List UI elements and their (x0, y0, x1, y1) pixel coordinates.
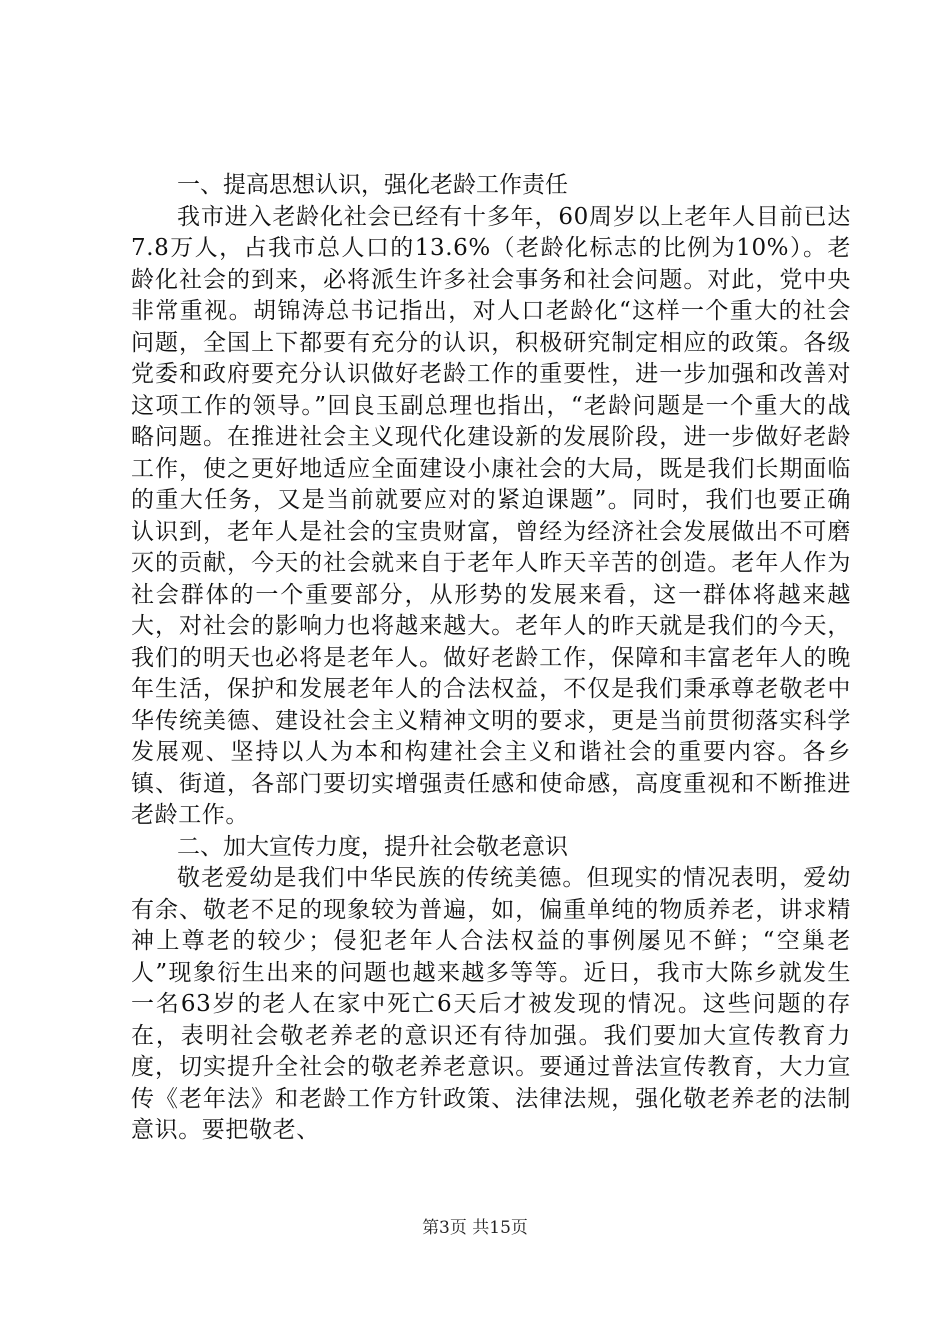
section-paragraph-2: 敬老爱幼是我们中华民族的传统美德。但现实的情况表明，爱幼有余、敬老不足的现象较为普遍，如，偏重单纯的物质养老，讲求精神上尊老的较少；侵犯老年人合法权益的事例屡见不鲜；“空巢老人”现象衍生出来的问题也越来越多等等。近日，我市大陈乡就发生一名63岁的老人在家中死亡6天后才被发现的情况。这些问题的存在，表明社会敬老养老的意识还有待加强。我们要加大宣传教育力度，切实提升全社会的敬老养老意识。要通过普法宣传教育，大力宣传《老年法》和老龄工作方针政策、法律法规，强化敬老养老的法制意识。要把敬老、 (131, 865, 851, 1143)
section-heading-2: 二、加大宣传力度，提升社会敬老意识 (177, 833, 568, 860)
section-paragraph-1: 我市进入老龄化社会已经有十多年，60周岁以上老年人目前已达7.8万人，占我市总人口的13.6%（老龄化标志的比例为10%）。老龄化社会的到来，必将派生许多社会事务和社会问题。对此，党中央非常重视。胡锦涛总书记指出，对人口老龄化“这样一个重大的社会问题，全国上下都要有充分的认识，积极研究制定相应的政策。各级党委和政府要充分认识做好老龄工作的重要性，进一步加强和改善对这项工作的领导。”回良玉副总理也指出，“老龄问题是一个重大的战略问题。在推进社会主义现代化建设新的发展阶段，进一步做好老龄工作，使之更好地适应全面建设小康社会的大局，既是我们长期面临的重大任务，又是当前就要应对的紧迫课题”。同时，我们也要正确认识到，老年人是社会的宝贵财富，曾经为经济社会发展做出不可磨灭的贡献，今天的社会就来自于老年人昨天辛苦的创造。老年人作为社会群体的一个重要部分，从形势的发展来看，这一群体将越来越大，对社会的影响力也将越来越大。老年人的昨天就是我们的今天，我们的明天也必将是老年人。做好老龄工作，保障和丰富老年人的晚年生活，保护和发展老年人的合法权益，不仅是我们秉承尊老敬老中华传统美德、建设社会主义精神文明的要求，更是当前贯彻落实科学发展观、坚持以人为本和构建社会主义和谐社会的重要内容。各乡镇、街道，各部门要切实增强责任感和使命感，高度重视和不断推进老龄工作。 (131, 203, 851, 828)
document-body (131, 170, 851, 1147)
section-heading-1: 一、提高思想认识，强化老龄工作责任 (177, 172, 568, 198)
page-number-footer: 第3页 共15页 (422, 1218, 528, 1238)
